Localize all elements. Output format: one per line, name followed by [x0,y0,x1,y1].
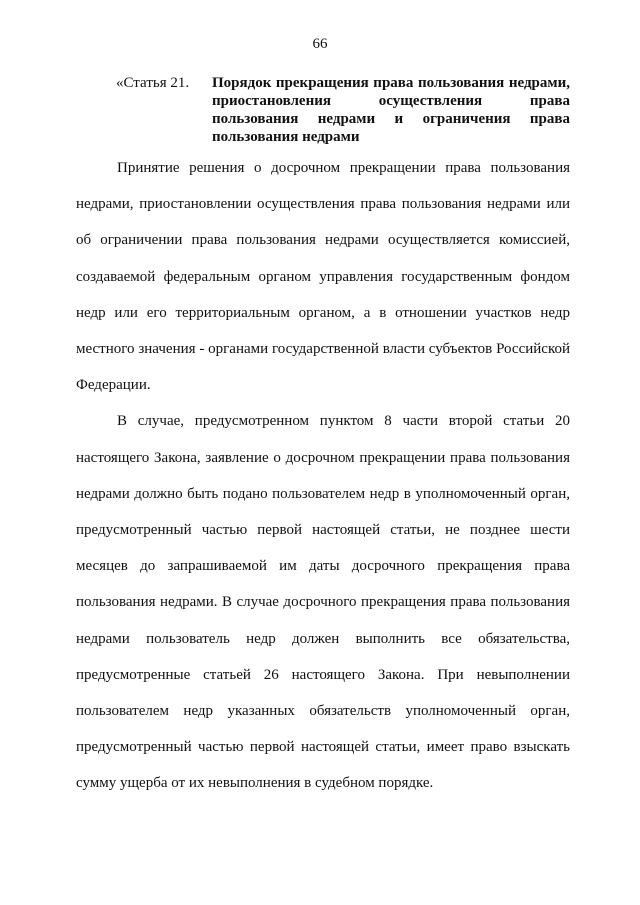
article-label: «Статья 21. [116,75,190,91]
article-heading [116,74,570,146]
article-title: Порядок прекращения права пользования недрами, приостановления осуществления права пользования недрами и ограничения права пользования недрами [212,75,570,145]
page-number: 66 [312,36,328,52]
paragraph-1: Принятие решения о досрочном прекращении права пользования недрами, приостановлении осуществления права пользования недрами или об ограничении права пользования недрами осуществляется комиссией, создаваемой федеральным органом управления государственным фондом недр или его территориальным органом, а в отношении участков недр местного значения - органами государственной власти субъектов Российской Федерации. [76,160,570,394]
article-body [76,150,570,802]
paragraph-2: В случае, предусмотренном пунктом 8 части второй статьи 20 настоящего Закона, заявление о досрочном прекращении права пользования недрами должно быть подано пользователем недр в уполномоченный орган, предусмотренный частью первой настоящей статьи, не позднее шести месяцев до запрашиваемой им даты досрочного прекращения права пользования недрами. В случае досрочного прекращения права пользования недрами пользователь недр должен выполнить все обязательства, предусмотренные статьей 26 настоящего Закона. При невыполнении пользователем недр указанных обязательств уполномоченный орган, предусмотренный частью первой настоящей статьи, имеет право взыскать сумму ущерба от их невыполнения в судебном порядке. [76,413,570,792]
